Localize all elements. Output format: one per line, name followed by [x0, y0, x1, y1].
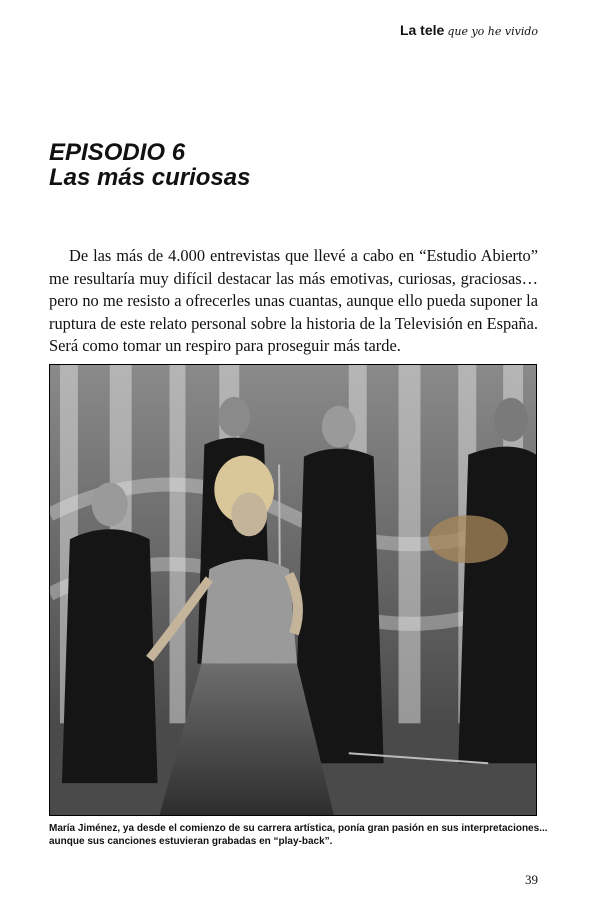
- chapter-number: EPISODIO 6: [49, 139, 186, 166]
- running-header: [400, 22, 538, 40]
- caption-line-2: aunque sus canciones estuvieran grabadas en “play-back”.: [49, 836, 333, 847]
- photo-caption: [49, 822, 549, 848]
- running-header-subtitle: que yo he vivido: [447, 25, 538, 38]
- photo-maria-jimenez: [49, 364, 537, 816]
- running-header-title: La tele: [399, 22, 445, 38]
- caption-line-1: María Jiménez, ya desde el comienzo de su carrera artística, ponía gran pasión en sus interpretaciones...: [49, 823, 548, 834]
- chapter-title: [49, 140, 250, 190]
- chapter-name: Las más curiosas: [49, 164, 251, 191]
- page-number: 39: [525, 872, 538, 887]
- body-paragraph: De las más de 4.000 entrevistas que llevé a cabo en “Estudio Abierto” me resultaría muy difícil destacar las más emotivas, curiosas, graciosas… pero no me resisto a ofrecerles unas cuantas, aunque ello pueda suponer la ruptura de este relato personal sobre la historia de la Televisión en España. Será como tomar un respiro para proseguir más tarde.: [49, 246, 538, 355]
- photo-illustration: [50, 365, 536, 815]
